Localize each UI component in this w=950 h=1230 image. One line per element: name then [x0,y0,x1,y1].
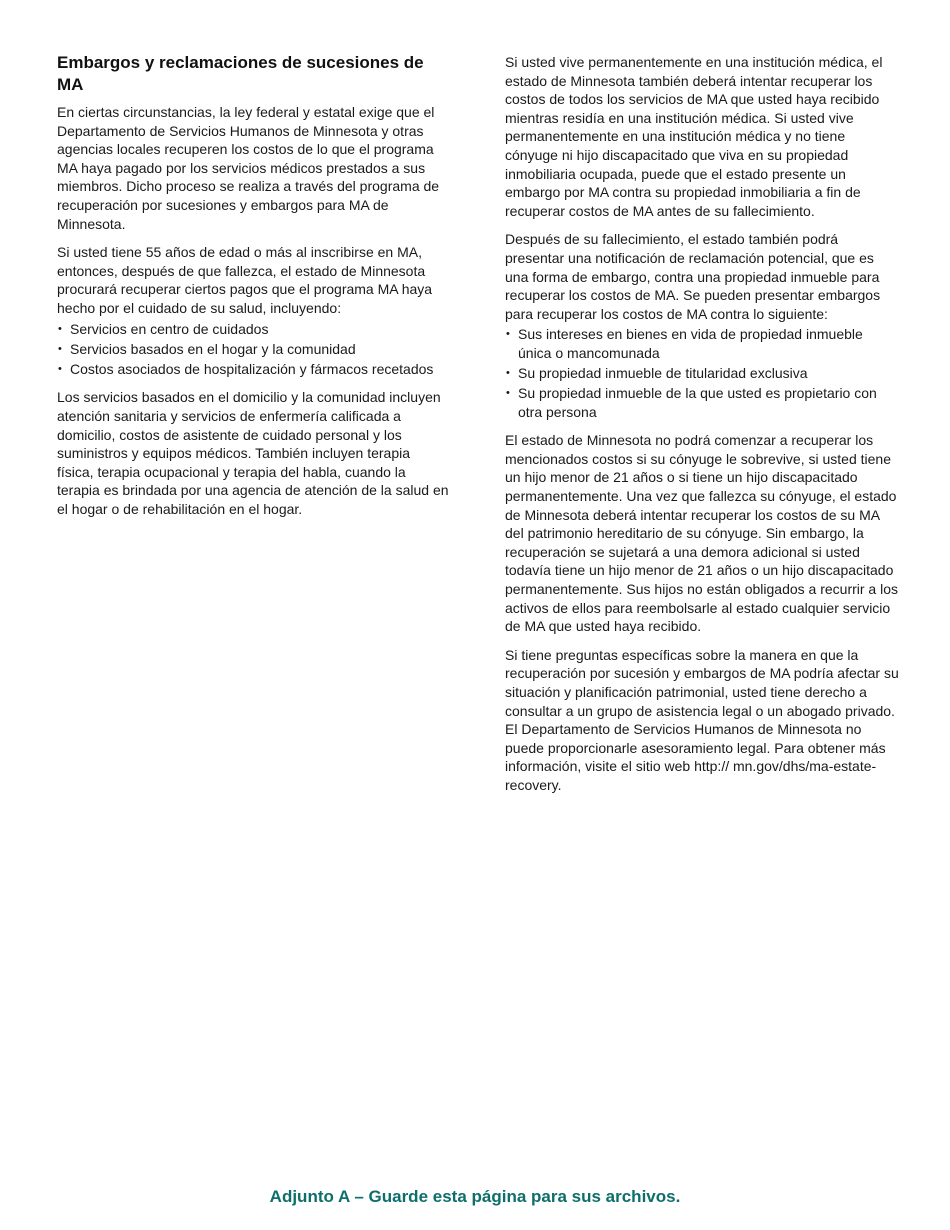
paragraph: En ciertas circunstancias, la ley federal y estatal exige que el Departamento de Servicios Humanos de Minnesota y otras agencias locales recuperen los costos de lo que el programa MA haya pagado por los servicios médicos prestados a sus miembros. Dicho proceso se realiza a través del programa de recuperación por sucesiones y embargos para MA de Minnesota. [57,104,440,232]
section-title: Embargos y reclamaciones de sucesiones de MA [57,53,424,94]
list-item: • Costos asociados de hospitalización y fármacos recetados [57,360,450,379]
right-column [505,53,900,805]
paragraph: Después de su fallecimiento, el estado también podrá presentar una notificación de reclamación potencial, que es una forma de embargo, contra una propiedad inmueble para recuperar los costos de MA. Se pueden presentar embargos para recuperar los costos de MA contra lo siguiente: [505,231,881,322]
left-column [57,52,450,528]
bullet-list [505,325,900,421]
paragraph: Si usted tiene 55 años de edad o más al inscribirse en MA, entonces, después de que fallezca, el estado de Minnesota procurará recuperar ciertos pagos que el programa MA haya hecho por el cuidado de su salud, incluyendo: [57,244,433,316]
list-item: • Su propiedad inmueble de titularidad exclusiva [505,364,900,383]
paragraph: Si tiene preguntas específicas sobre la manera en que la recuperación por sucesión y embargos de MA podría afectar su situación y planificación patrimonial, usted tiene derecho a consultar a un grupo de asistencia legal o un abogado privado. El Departamento de Servicios Humanos de Minnesota no puede proporcionarle asesoramiento legal. Para obtener más información, visite el sitio web http:// mn.gov/dhs/ma-estate-recovery. [505,646,899,793]
paragraph: El estado de Minnesota no podrá comenzar a recuperar los mencionados costos si su cónyuge le sobrevive, si usted tiene un hijo menor de 21 años o si tiene un hijo discapacitado permanentemente. Una vez que fallezca su cónyuge, el estado de Minnesota deberá intentar recuperar los costos de su MA del patrimonio hereditario de su cónyuge. Sin embargo, la recuperación se sujetará a una demora adicional si usted todavía tiene un hijo menor de 21 años o un hijo discapacitado permanentemente. Sus hijos no están obligados a recurrir a los activos de ellos para reembolsarle al estado cualquier servicio de MA que usted haya recibido. [505,432,898,635]
list-item: • Sus intereses en bienes en vida de propiedad inmueble única o mancomunada [505,325,900,362]
list-item: • Su propiedad inmueble de la que usted es propietario con otra persona [505,384,900,421]
bullet-list [57,320,450,379]
list-item: • Servicios en centro de cuidados [57,320,450,339]
paragraph: Los servicios basados en el domicilio y la comunidad incluyen atención sanitaria y servicios de enfermería calificada a domicilio, costos de asistente de cuidado personal y los suministros y equipos médicos. También incluyen terapia física, terapia ocupacional y terapia del habla, cuando la terapia es brindada por una agencia de atención de la salud en el hogar o de rehabilitación en el hogar. [57,389,449,517]
page-footer: Adjunto A – Guarde esta página para sus archivos. [269,1187,681,1206]
list-item: • Servicios basados en el hogar y la comunidad [57,340,450,359]
paragraph: Si usted vive permanentemente en una institución médica, el estado de Minnesota también deberá intentar recuperar los costos de todos los servicios de MA que usted haya recibido mientras residía en una institución médica. Si usted vive permanentemente en una institución médica y no tiene cónyuge ni hijo discapacitado que viva en su propiedad inmobiliaria ocupada, puede que el estado presente un embargo por MA contra su propiedad inmobiliaria a fin de recuperar costos de MA antes de su fallecimiento. [505,54,883,219]
